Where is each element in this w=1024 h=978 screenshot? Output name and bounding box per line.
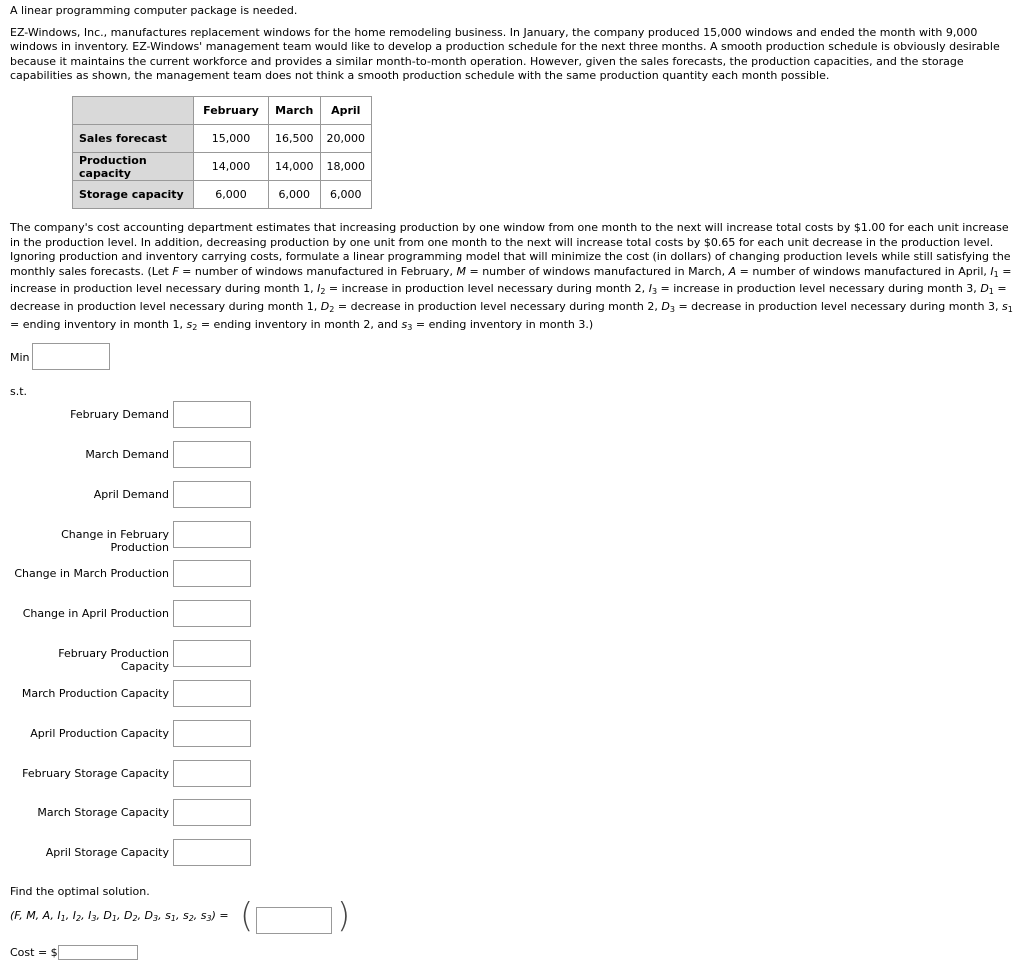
constraint-label: March Storage Capacity [37,806,169,819]
table-cell: 15,000 [194,125,269,153]
constraint-label: February Demand [70,408,169,421]
table-row [73,181,372,209]
constraint-label: March Demand [85,448,169,461]
col-header-april: April [320,97,372,125]
table-cell: 14,000 [269,153,321,181]
table-cell: 6,000 [194,181,269,209]
constraint-input[interactable] [173,680,251,707]
table-cell: 16,500 [269,125,321,153]
min-label: Min [10,351,30,364]
constraint-input[interactable] [173,560,251,587]
constraint-input[interactable] [173,401,251,428]
constraint-input[interactable] [173,521,251,548]
constraint-input[interactable] [173,799,251,826]
constraint-label: April Demand [93,488,169,501]
cost-description: The company's cost accounting department estimates that increasing production by one window from one month to the next will increase total costs by $1.00 for each unit increase in the production level. In addition, decreasing production by one unit from one month to the next will increase total costs by $0.65 for each unit decrease in the production level. Ignoring production and inventory carrying costs, formulate a linear programming model that will minimize the cost (in dollars) of changing production levels while still satisfying the monthly sales forecasts. (Let F = number of windows manufactured in February, M = number of windows manufactured in March, A = number of windows manufactured in April, $I_1$ = increase in production level necessary during month 1, $I_2$ = increase in production level necessary during month 2, $I_3$ = increase in production level necessary during month 3, $D_1$ = decrease in production level necessary during month 1, $D_2$ = decrease in production level necessary during month 2, $D_3$ = decrease in production level necessary during month 3, $s_1$ = ending inventory in month 1, $s_2$ = ending inventory in month 2, and $s_3$ = ending inventory in month 3.) [10,221,1013,332]
objective-input[interactable] [32,343,110,370]
constraint-input[interactable] [173,839,251,866]
constraint-input[interactable] [173,600,251,627]
close-paren: ) [337,896,351,936]
find-solution-label: Find the optimal solution. [10,885,150,898]
constraint-label: February Production Capacity [58,647,169,673]
problem-intro [10,4,1015,91]
row-label: Sales forecast [73,125,194,153]
table-cell: 14,000 [194,153,269,181]
solution-input[interactable] [256,907,332,934]
constraint-input[interactable] [173,720,251,747]
table-cell: 20,000 [320,125,372,153]
constraint-label: April Production Capacity [30,727,169,740]
constraint-label: February Storage Capacity [22,767,169,780]
open-paren: ( [240,896,254,936]
table-row [73,153,372,181]
forecast-table [72,96,372,209]
constraint-label: Change in February Production [61,528,169,554]
constraint-label: Change in April Production [22,607,169,620]
constraint-label: Change in March Production [14,567,169,580]
st-label: s.t. [10,385,28,398]
constraint-label: March Production Capacity [21,687,169,700]
table-cell: 6,000 [320,181,372,209]
constraint-input[interactable] [173,441,251,468]
table-row [73,125,372,153]
variable-tuple-label: (F, M, A, $I_1$, $I_2$, $I_3$, $D_1$, $D_2$, $D_3$, $s_1$, $s_2$, $s_3$) = [10,909,229,923]
cost-input[interactable] [58,945,138,960]
col-header-march: March [269,97,321,125]
table-cell: 6,000 [269,181,321,209]
constraint-input[interactable] [173,481,251,508]
intro-paragraph: EZ-Windows, Inc., manufactures replacement windows for the home remodeling business. In January, the company produced 15,000 windows and ended the month with 9,000 windows in inventory. EZ-Windows' management team would like to develop a production schedule for the next three months. A smooth production schedule is obviously desirable because it maintains the current workforce and provides a similar month-to-month operation. However, given the sales forecasts, the production capacities, and the storage capabilities as shown, the management team does not think a smooth production schedule with the same production quantity each month possible. [10,25,1000,82]
table-cell: 18,000 [320,153,372,181]
constraint-input[interactable] [173,760,251,787]
row-label: Production capacity [73,153,194,181]
cost-label: Cost = $ [10,946,58,959]
constraint-input[interactable] [173,640,251,667]
intro-line: A linear programming computer package is needed. [10,4,298,17]
constraint-label: April Storage Capacity [45,846,169,859]
col-header-february: February [194,97,269,125]
row-label: Storage capacity [73,181,194,209]
